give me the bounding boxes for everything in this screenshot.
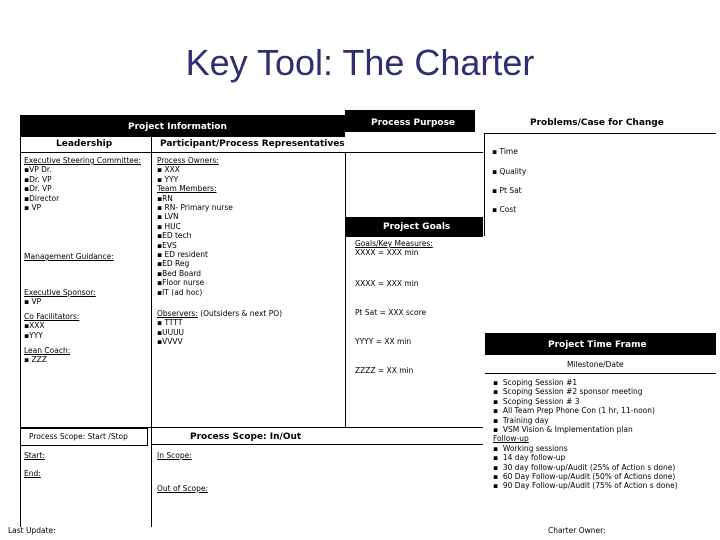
page-title: Key Tool: The Charter xyxy=(185,42,535,83)
follow-up-item: ▪ 30 day follow-up/Audit (25% of Action s done) xyxy=(493,462,676,472)
executive-steering-item: ▪Dr. VP xyxy=(24,184,52,194)
process-owner-item: ▪ XXX xyxy=(157,165,180,175)
problem-item-pt-sat: ▪ Pt Sat xyxy=(492,186,522,195)
executive-steering-block xyxy=(24,156,141,212)
team-member-item: ▪ED Reg xyxy=(157,259,190,269)
project-time-frame-band xyxy=(485,333,716,355)
problem-item-cost: ▪ Cost xyxy=(492,205,517,214)
project-time-frame-header: Project Time Frame xyxy=(548,340,647,350)
milestone-item: ▪ Scoping Session #1 xyxy=(493,378,578,387)
team-member-item: ▪ ED resident xyxy=(157,250,208,260)
follow-up-item: ▪ 60 Day Follow-up/Audit (50% of Actions done) xyxy=(493,472,676,482)
project-goals-header: Project Goals xyxy=(383,222,451,232)
observer-item: ▪UUUU xyxy=(157,327,185,337)
observers-note: (Outsiders & next PO) xyxy=(197,309,283,318)
team-member-item: ▪ LVN xyxy=(157,212,179,222)
project-information-band xyxy=(20,115,345,137)
executive-steering-item: ▪Dr. VP xyxy=(24,174,52,184)
executive-steering-item: ▪ VP xyxy=(24,203,42,213)
observers-label: Observers: xyxy=(157,309,198,318)
goal-item: XXXX = XXX min xyxy=(355,279,419,288)
problem-item-quality: ▪ Quality xyxy=(492,167,527,176)
goals-divider xyxy=(345,152,346,427)
team-member-item: ▪Floor nurse xyxy=(157,278,205,288)
project-goals-block xyxy=(355,239,433,258)
milestone-item: ▪ Training day xyxy=(493,415,549,425)
scope-start-stop-header-box xyxy=(20,428,148,446)
leadership-divider xyxy=(151,137,152,527)
milestone-item: ▪ All Team Prep Phone Con (1 hr, 11-noon) xyxy=(493,406,655,416)
charter-owner-label: Charter Owner: xyxy=(548,526,606,535)
team-member-item: ▪ED tech xyxy=(157,231,192,241)
co-facilitators-block xyxy=(24,312,79,340)
executive-steering-item: ▪VP Dr. xyxy=(24,165,52,175)
executive-steering-item: ▪Director xyxy=(24,193,60,203)
participant-rule xyxy=(20,152,483,153)
last-update-label: Last Update: xyxy=(8,526,56,535)
milestone-date-header: Milestone/Date xyxy=(567,360,624,369)
team-member-item: ▪ HUC xyxy=(157,221,181,231)
observer-item: ▪ TTTT xyxy=(157,318,183,328)
in-scope-label: In Scope: xyxy=(157,451,192,460)
leadership-header: Leadership xyxy=(56,139,113,149)
problem-item-time: ▪ Time xyxy=(492,147,518,156)
co-facilitator-item: ▪XXX xyxy=(24,321,45,331)
management-guidance-label: Management Guidance: xyxy=(24,252,114,261)
executive-steering-label: Executive Steering Committee: xyxy=(24,156,142,165)
observers-line xyxy=(157,309,282,318)
follow-up-label: Follow-up xyxy=(493,434,529,444)
process-owners-label: Process Owners: xyxy=(157,156,219,165)
problems-header: Problems/Case for Change xyxy=(530,118,664,128)
co-facilitator-item: ▪YYY xyxy=(24,330,43,340)
follow-up-item: ▪ 90 Day Follow-up/Audit (75% of Action s done) xyxy=(493,481,678,491)
process-purpose-header: Process Purpose xyxy=(371,118,456,128)
project-goals-band xyxy=(345,217,483,237)
goal-item: Pt Sat = XXX score xyxy=(355,308,427,317)
team-member-item: ▪ RN- Primary nurse xyxy=(157,203,233,213)
goal-item: YYYY = XX min xyxy=(355,337,412,346)
milestone-item: ▪ Scoping Session # 3 xyxy=(493,396,580,406)
process-owners-block xyxy=(157,156,233,297)
scope-start-stop-header: Process Scope: Start /Stop xyxy=(29,432,128,441)
co-facilitators-label: Co Facilitators: xyxy=(24,312,80,321)
follow-up-item: ▪ 14 day follow-up xyxy=(493,453,566,463)
project-information-header: Project Information xyxy=(128,122,227,132)
lean-coach-item: ▪ ZZZ xyxy=(24,355,47,365)
left-border xyxy=(20,137,21,527)
milestone-item: ▪ Scoping Session #2 sponsor meeting xyxy=(493,387,643,397)
follow-up-item: ▪ Working sessions xyxy=(493,443,568,453)
executive-sponsor-block xyxy=(24,288,96,307)
goal-item: ZZZZ = XX min xyxy=(355,366,414,375)
process-purpose-band xyxy=(345,110,475,132)
team-member-item: ▪EVS xyxy=(157,240,177,250)
scope-in-out-header: Process Scope: In/Out xyxy=(190,432,302,442)
participant-header: Participant/Process Representatives xyxy=(160,139,345,149)
team-member-item: ▪IT (ad hoc) xyxy=(157,287,203,297)
team-member-item: ▪RN xyxy=(157,193,173,203)
executive-sponsor-label: Executive Sponsor: xyxy=(24,288,96,297)
scope-in-out-rule xyxy=(151,444,483,445)
executive-sponsor-item: ▪ VP xyxy=(24,297,42,307)
out-of-scope-label: Out of Scope: xyxy=(157,484,208,493)
observers-block xyxy=(157,309,282,347)
milestone-list xyxy=(493,378,678,491)
scope-end-label: End: xyxy=(24,469,41,478)
team-member-item: ▪Bed Board xyxy=(157,268,202,278)
problems-rule xyxy=(484,133,716,134)
time-frame-rule xyxy=(485,373,716,374)
lean-coach-label: Lean Coach: xyxy=(24,346,71,355)
milestone-item: ▪ VSM Vision & Implementation plan xyxy=(493,425,633,435)
goals-label: Goals/Key Measures: xyxy=(355,239,433,248)
process-owner-item: ▪ YYY xyxy=(157,174,179,184)
observer-item: ▪VVVV xyxy=(157,337,183,347)
lean-coach-block xyxy=(24,346,70,365)
goal-item: XXXX = XXX min xyxy=(355,248,419,258)
problems-left-border xyxy=(484,133,485,236)
team-members-label: Team Members: xyxy=(157,184,217,194)
scope-start-label: Start: xyxy=(24,451,45,460)
